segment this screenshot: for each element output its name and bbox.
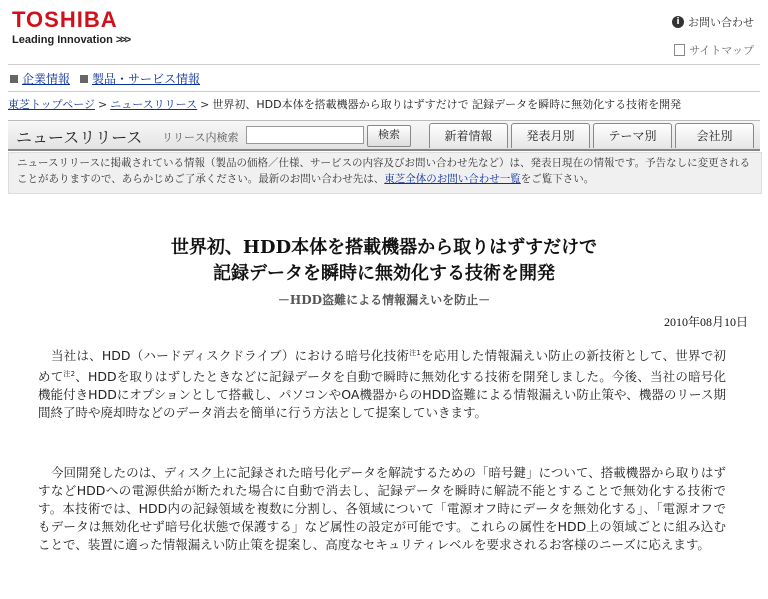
tagline-arrows-icon: >>>: [115, 34, 130, 46]
tab-by-theme[interactable]: テーマ別: [593, 123, 672, 148]
sitemap-link[interactable]: サイトマップ: [689, 44, 754, 57]
contact-link-row[interactable]: [672, 12, 754, 32]
contact-icon: i: [672, 16, 684, 28]
header-divider: [8, 64, 760, 65]
release-date: 2010年08月10日: [663, 315, 748, 329]
global-nav: [10, 70, 210, 87]
search-label: リリース内検索: [162, 131, 239, 144]
para1-text-b: を応用した情報漏えい防止の新技術として、世界で初めて: [38, 348, 726, 385]
sitemap-link-row[interactable]: [672, 40, 754, 60]
gnav-link[interactable]: 企業情報: [22, 72, 71, 86]
search-button[interactable]: 検索: [367, 125, 411, 147]
breadcrumb-separator: >: [98, 98, 108, 111]
footnote-ref-2[interactable]: 注2: [63, 370, 76, 379]
bullet-icon: [80, 75, 88, 83]
breadcrumb-current: 世界初、HDD本体を搭載機器から取りはずすだけで 記録データを瞬時に無効化する技術を開発: [212, 98, 682, 111]
tagline-text: Leading Innovation: [12, 34, 113, 46]
para1-text-a: 当社は、HDD（ハードディスクドライブ）における暗号化技術: [51, 348, 410, 364]
contact-list-link[interactable]: 東芝全体のお問い合わせ一覧: [384, 173, 521, 185]
news-tabs: [429, 123, 757, 148]
article-title-line2: 記録データを瞬時に無効化する技術を開発: [213, 263, 555, 284]
gnav-link[interactable]: 製品・サービス情報: [92, 72, 201, 86]
utility-links: [672, 12, 754, 68]
news-release-bar: [8, 120, 760, 151]
article-paragraph-2: 今回開発したのは、ディスク上に記録された暗号化データを解読するための「暗号鍵」について、搭載機器から取りはずすなどHDDへの電源供給が断たれた場合に自動で消去し、記録データを瞬時に解読不能とすることで無効化する技術です。本技術では、HDD内の記録領域を複数に分割し、各領域について「電源オフ時にデータを無効化する」、「電源オフでもデータは無効化せず暗号化状態で保護する」など属性の設定が可能です。これらの属性をHDD上の領域ごとに組み込むことで、装置に適った情報漏えい防止策を提案し、高度なセキュリティレベルを要求されるお客様のニーズに応えます。: [38, 465, 726, 552]
footnote-ref-1[interactable]: 注1: [409, 349, 421, 357]
gnav-item-products[interactable]: [80, 70, 200, 87]
tab-by-company[interactable]: 会社別: [675, 123, 754, 148]
breadcrumb-separator: >: [200, 98, 210, 111]
breadcrumb-news[interactable]: ニュースリリース: [110, 98, 198, 111]
news-release-title: ニュースリリース: [16, 128, 143, 147]
article-paragraph-1: [38, 344, 726, 422]
breadcrumb-home[interactable]: 東芝トップページ: [8, 98, 96, 111]
toshiba-logo[interactable]: TOSHIBA: [12, 7, 118, 32]
sitemap-icon: [674, 44, 685, 56]
tagline: [12, 34, 129, 46]
disclaimer-notice: [8, 152, 762, 194]
gnav-item-corporate[interactable]: [10, 70, 70, 87]
notice-text: ニュースリリースに掲載されている情報（製品の価格／仕様、サービスの内容及びお問い合わせ先など）は、発表日現在の情報です。予告なしに変更されることがありますので、あらかじめご了承ください。最新のお問い合わせ先は、: [17, 157, 751, 185]
release-search-input[interactable]: [246, 126, 364, 144]
tab-by-month[interactable]: 発表月別: [511, 123, 590, 148]
tab-latest[interactable]: 新着情報: [429, 123, 508, 148]
toshiba-logo-block[interactable]: [12, 8, 129, 46]
article-subtitle: －HDD盗難による情報漏えいを防止－: [277, 293, 491, 307]
contact-link[interactable]: お問い合わせ: [688, 16, 754, 29]
article-title-line1: 世界初、HDD本体を搭載機器から取りはずすだけで: [170, 237, 598, 258]
breadcrumb: [8, 96, 681, 112]
notice-tail: をご覧下さい。: [520, 173, 595, 185]
para1-text-c: 、HDDを取りはずしたときなどに記録データを自動で瞬時に無効化する技術を開発しました。今後、当社の暗号化機能付きHDDにオプションとして搭載し、パソコンやOA機器からのHDD盗難による情報漏えい防止策や、機器のリース期間終了時や廃却時などのデータ消去を簡単に行う方法として提案していきます。: [38, 369, 726, 421]
bullet-icon: [10, 75, 18, 83]
nav-divider: [8, 91, 760, 92]
